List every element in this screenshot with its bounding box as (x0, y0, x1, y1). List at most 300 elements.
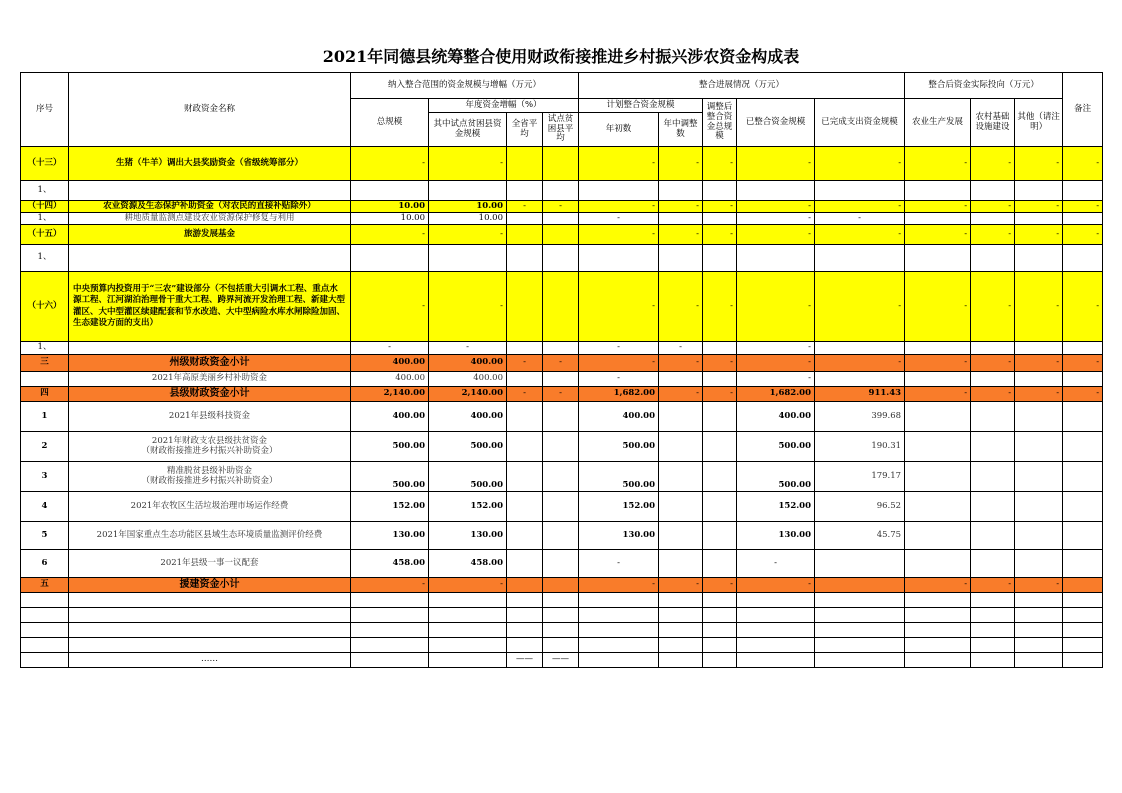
table-cell: 400.00 (429, 355, 507, 372)
table-cell (659, 653, 703, 668)
table-cell: - (815, 201, 905, 213)
table-cell (1063, 213, 1103, 225)
table-cell (703, 372, 737, 387)
table-cell: 911.43 (815, 387, 905, 402)
table-cell: …… (69, 653, 351, 668)
table-cell: - (971, 147, 1015, 181)
table-cell: - (1063, 201, 1103, 213)
table-cell (971, 372, 1015, 387)
table-cell (1063, 593, 1103, 608)
table-cell: 1、 (21, 213, 69, 225)
table-cell: 2021年高原美丽乡村补助资金 (69, 372, 351, 387)
table-cell (543, 638, 579, 653)
table-cell: - (1063, 272, 1103, 342)
header-rural-infra: 农村基础设施建设 (971, 99, 1015, 147)
table-cell: - (351, 225, 429, 245)
table-cell (69, 593, 351, 608)
table-cell: 5 (21, 522, 69, 550)
table-cell (429, 608, 507, 623)
table-row (21, 492, 1103, 522)
table-cell (543, 578, 579, 593)
table-cell: （十六） (21, 272, 69, 342)
table-cell: 500.00 (351, 462, 429, 492)
table-cell: - (1015, 225, 1063, 245)
table-cell: 旅游发展基金 (69, 225, 351, 245)
table-cell: - (659, 272, 703, 342)
table-cell (579, 638, 659, 653)
table-cell: 援建资金小计 (69, 578, 351, 593)
table-cell: 2,140.00 (351, 387, 429, 402)
table-cell (703, 402, 737, 432)
table-cell (579, 608, 659, 623)
table-cell: - (579, 201, 659, 213)
table-cell: 500.00 (737, 432, 815, 462)
table-cell (579, 593, 659, 608)
table-cell (1015, 623, 1063, 638)
table-cell: - (579, 342, 659, 355)
table-cell (737, 181, 815, 201)
table-cell: - (1015, 387, 1063, 402)
table-cell: - (703, 225, 737, 245)
table-cell (507, 181, 543, 201)
table-cell: - (703, 578, 737, 593)
table-cell: 400.00 (351, 402, 429, 432)
table-cell: （十四） (21, 201, 69, 213)
table-cell: - (703, 272, 737, 342)
table-cell (351, 623, 429, 638)
table-cell (815, 245, 905, 272)
table-cell: - (579, 578, 659, 593)
table-cell (737, 245, 815, 272)
table-cell (659, 522, 703, 550)
table-cell: - (659, 578, 703, 593)
table-cell (1015, 653, 1063, 668)
table-cell: - (971, 355, 1015, 372)
table-cell (21, 593, 69, 608)
table-cell (815, 550, 905, 578)
table-cell (21, 638, 69, 653)
table-cell: 农业资源及生态保护补助资金（对农民的直接补贴除外） (69, 201, 351, 213)
table-cell (815, 608, 905, 623)
table-cell (659, 432, 703, 462)
table-row (21, 623, 1103, 638)
table-cell (659, 213, 703, 225)
table-row (21, 578, 1103, 593)
table-cell (703, 653, 737, 668)
table-cell: - (659, 387, 703, 402)
table-cell (1015, 462, 1063, 492)
table-cell: 精准脱贫县级补助资金 （财政衔接推进乡村振兴补助资金） (69, 462, 351, 492)
table-cell (905, 372, 971, 387)
table-cell (429, 181, 507, 201)
table-cell (971, 342, 1015, 355)
table-cell: - (1063, 387, 1103, 402)
table-cell: 500.00 (579, 462, 659, 492)
table-row (21, 147, 1103, 181)
table-cell: 五 (21, 578, 69, 593)
table-cell (1063, 402, 1103, 432)
table-cell (815, 638, 905, 653)
table-cell (543, 492, 579, 522)
table-cell (69, 181, 351, 201)
header-agri-dev: 农业生产发展 (905, 99, 971, 147)
table-cell: 400.00 (351, 355, 429, 372)
table-cell: - (429, 225, 507, 245)
table-cell (905, 492, 971, 522)
table-cell (971, 593, 1015, 608)
header-group-invest: 整合后资金实际投向（万元） (905, 73, 1063, 99)
table-cell (659, 402, 703, 432)
table-cell (1015, 372, 1063, 387)
table-cell: 中央预算内投资用于“三农”建设部分（不包括重大引调水工程、重点水源工程、江河湖泊治理骨干重大工程、跨界河流开发治理工程、新建大型灌区、大中型灌区续建配套和节水改造、大中型病险水库水闸除险加固、生态建设方面的支出） (69, 272, 351, 342)
table-cell (905, 462, 971, 492)
table-row (21, 372, 1103, 387)
table-cell: 96.52 (815, 492, 905, 522)
table-cell: - (579, 355, 659, 372)
table-cell (815, 342, 905, 355)
table-cell: 130.00 (579, 522, 659, 550)
header-seq: 序号 (21, 73, 69, 147)
table-cell: - (659, 201, 703, 213)
table-row (21, 201, 1103, 213)
table-cell (543, 550, 579, 578)
table-cell (905, 342, 971, 355)
table-cell (659, 181, 703, 201)
table-cell (507, 225, 543, 245)
table-row (21, 462, 1103, 492)
table-cell (507, 608, 543, 623)
table-row (21, 550, 1103, 578)
table-cell: 1,682.00 (737, 387, 815, 402)
table-cell (429, 653, 507, 668)
header-adjusted-total: 调整后整合资金总规模 (703, 99, 737, 147)
table-cell (429, 593, 507, 608)
table-cell (905, 181, 971, 201)
table-cell: - (579, 272, 659, 342)
table-cell (815, 578, 905, 593)
table-cell: - (905, 201, 971, 213)
table-cell: - (905, 147, 971, 181)
table-cell (1063, 638, 1103, 653)
table-cell (543, 225, 579, 245)
table-cell (543, 147, 579, 181)
table-cell: - (737, 342, 815, 355)
table-cell: - (351, 147, 429, 181)
table-cell (737, 623, 815, 638)
table-cell: 2,140.00 (429, 387, 507, 402)
table-cell: 2021年农牧区生活垃圾治理市场运作经费 (69, 492, 351, 522)
table-cell: 3 (21, 462, 69, 492)
table-cell (971, 623, 1015, 638)
table-cell: 152.00 (351, 492, 429, 522)
table-cell: - (659, 342, 703, 355)
table-cell (1063, 550, 1103, 578)
table-row (21, 213, 1103, 225)
table-cell (21, 608, 69, 623)
header-annual-increase: 年度资金增幅（%） (429, 99, 579, 113)
table-cell (905, 522, 971, 550)
table-row (21, 608, 1103, 623)
table-cell (971, 402, 1015, 432)
table-cell (1015, 245, 1063, 272)
table-cell (659, 372, 703, 387)
table-cell (507, 213, 543, 225)
table-cell: - (579, 550, 659, 578)
table-cell: 458.00 (351, 550, 429, 578)
table-cell (905, 245, 971, 272)
table-cell: 1 (21, 402, 69, 432)
table-cell: - (507, 387, 543, 402)
table-cell (703, 623, 737, 638)
table-cell: - (905, 355, 971, 372)
table-cell: - (737, 550, 815, 578)
table-cell (1015, 593, 1063, 608)
table-cell (815, 653, 905, 668)
table-cell (1063, 342, 1103, 355)
table-cell (971, 653, 1015, 668)
table-cell (507, 272, 543, 342)
table-cell (971, 213, 1015, 225)
table-cell: 1、 (21, 181, 69, 201)
table-row (21, 355, 1103, 372)
table-cell: - (815, 272, 905, 342)
table-cell (579, 623, 659, 638)
header-pilot-avg: 试点贫困县平均 (543, 113, 579, 147)
table-cell: （十五） (21, 225, 69, 245)
table-cell: 1,682.00 (579, 387, 659, 402)
table-cell: - (737, 201, 815, 213)
table-cell (507, 462, 543, 492)
table-cell (659, 492, 703, 522)
table-cell (737, 593, 815, 608)
table-cell (905, 608, 971, 623)
table-row (21, 342, 1103, 355)
table-cell: - (905, 578, 971, 593)
table-cell: - (815, 355, 905, 372)
table-cell: - (543, 387, 579, 402)
table-cell: - (659, 225, 703, 245)
table-cell (703, 181, 737, 201)
table-cell: 1、 (21, 245, 69, 272)
table-cell: 10.00 (351, 213, 429, 225)
table-cell: - (429, 578, 507, 593)
table-cell (703, 213, 737, 225)
table-cell (905, 432, 971, 462)
header-total: 总规模 (351, 99, 429, 147)
header-row-1 (21, 73, 1103, 99)
table-cell (1063, 623, 1103, 638)
table-cell: - (1015, 201, 1063, 213)
table-cell (543, 462, 579, 492)
table-cell: 2021年财政支农县级扶贫资金 （财政衔接推进乡村振兴补助资金） (69, 432, 351, 462)
table-row (21, 387, 1103, 402)
table-cell (659, 638, 703, 653)
table-cell (703, 245, 737, 272)
table-cell (1015, 522, 1063, 550)
table-row (21, 653, 1103, 668)
table-cell (1063, 245, 1103, 272)
table-cell (1063, 462, 1103, 492)
table-cell: - (1015, 272, 1063, 342)
table-row (21, 522, 1103, 550)
table-cell: 400.00 (579, 402, 659, 432)
table-cell (1063, 372, 1103, 387)
table-cell (737, 608, 815, 623)
table-cell (507, 342, 543, 355)
header-integrated: 已整合资金规模 (737, 99, 815, 147)
table-cell: - (1063, 225, 1103, 245)
table-cell (507, 402, 543, 432)
table-cell: - (429, 272, 507, 342)
table-cell: 400.00 (429, 402, 507, 432)
table-cell (1063, 522, 1103, 550)
table-cell (507, 638, 543, 653)
table-cell (507, 550, 543, 578)
table-cell (1063, 608, 1103, 623)
table-cell (429, 638, 507, 653)
table-cell (351, 593, 429, 608)
table-cell: - (737, 372, 815, 387)
table-cell (659, 462, 703, 492)
table-cell (543, 245, 579, 272)
table-cell: —— (543, 653, 579, 668)
table-cell (543, 608, 579, 623)
table-cell: 500.00 (737, 462, 815, 492)
table-cell (971, 492, 1015, 522)
header-name: 财政资金名称 (69, 73, 351, 147)
table-cell (905, 623, 971, 638)
table-cell: - (351, 272, 429, 342)
table-cell (971, 638, 1015, 653)
table-cell (1015, 181, 1063, 201)
table-cell (543, 432, 579, 462)
table-cell (543, 181, 579, 201)
table-cell (21, 372, 69, 387)
table-cell (1063, 181, 1103, 201)
header-year-begin: 年初数 (579, 113, 659, 147)
table-cell: - (815, 147, 905, 181)
table-cell: - (543, 201, 579, 213)
table-cell: 152.00 (429, 492, 507, 522)
table-cell (815, 623, 905, 638)
table-cell (703, 550, 737, 578)
table-cell: - (905, 387, 971, 402)
table-cell (1063, 492, 1103, 522)
table-cell: - (351, 578, 429, 593)
table-cell (543, 593, 579, 608)
table-cell (1015, 550, 1063, 578)
table-cell (905, 638, 971, 653)
table-cell: 130.00 (429, 522, 507, 550)
table-cell: 400.00 (351, 372, 429, 387)
table-cell: 耕地质量监测点建设农业资源保护修复与利用 (69, 213, 351, 225)
table-cell: - (971, 578, 1015, 593)
table-cell: - (351, 342, 429, 355)
header-plan-scale: 计划整合资金规模 (579, 99, 703, 113)
table-cell (659, 593, 703, 608)
table-cell (543, 342, 579, 355)
table-cell (905, 213, 971, 225)
table-cell (507, 492, 543, 522)
table-cell (815, 372, 905, 387)
table-cell: 2 (21, 432, 69, 462)
table-cell: 500.00 (429, 462, 507, 492)
table-cell (507, 245, 543, 272)
table-cell (69, 342, 351, 355)
page-title: 2021年同德县统筹整合使用财政衔接推进乡村振兴涉农资金构成表 (322, 47, 800, 66)
table-cell (815, 593, 905, 608)
table-cell (543, 372, 579, 387)
table-cell: 399.68 (815, 402, 905, 432)
header-spent: 已完成支出资金规模 (815, 99, 905, 147)
table-cell: - (579, 372, 659, 387)
table-cell: - (815, 213, 905, 225)
table-cell (659, 608, 703, 623)
table-cell (703, 492, 737, 522)
table-cell (579, 653, 659, 668)
table-cell (429, 623, 507, 638)
header-mid-adjust: 年中调整数 (659, 113, 703, 147)
table-cell: 500.00 (429, 432, 507, 462)
table-cell: 2021年县级科技资金 (69, 402, 351, 432)
table-cell: - (429, 342, 507, 355)
header-other: 其他（请注明） (1015, 99, 1063, 147)
table-row (21, 638, 1103, 653)
table-cell (507, 372, 543, 387)
table-cell (69, 638, 351, 653)
table-cell (69, 608, 351, 623)
table-cell (351, 608, 429, 623)
table-cell: - (1063, 355, 1103, 372)
table-cell (703, 638, 737, 653)
table-cell: —— (507, 653, 543, 668)
table-cell (1015, 432, 1063, 462)
table-cell (659, 623, 703, 638)
table-cell: - (659, 147, 703, 181)
table-cell (429, 245, 507, 272)
table-cell: - (971, 272, 1015, 342)
table-cell (1063, 578, 1103, 593)
table-cell (507, 578, 543, 593)
table-cell (659, 550, 703, 578)
table-row (21, 181, 1103, 201)
table-cell: - (905, 225, 971, 245)
table-cell: 179.17 (815, 462, 905, 492)
table-cell: 130.00 (737, 522, 815, 550)
table-cell (737, 638, 815, 653)
table-cell: - (905, 272, 971, 342)
table-cell (971, 181, 1015, 201)
table-cell: - (429, 147, 507, 181)
table-row (21, 245, 1103, 272)
table-cell: 1、 (21, 342, 69, 355)
table-cell: 10.00 (429, 213, 507, 225)
table-cell (815, 181, 905, 201)
table-cell: 500.00 (579, 432, 659, 462)
table-cell (351, 245, 429, 272)
header-group-scale: 纳入整合范围的资金规模与增幅（万元） (351, 73, 579, 99)
table-cell: - (971, 225, 1015, 245)
table-cell: - (703, 201, 737, 213)
table-cell: - (971, 201, 1015, 213)
table-cell: 45.75 (815, 522, 905, 550)
table-cell (507, 522, 543, 550)
table-cell: - (737, 272, 815, 342)
table-cell: - (703, 355, 737, 372)
table-cell (1015, 608, 1063, 623)
table-cell (1063, 653, 1103, 668)
table-cell (905, 653, 971, 668)
